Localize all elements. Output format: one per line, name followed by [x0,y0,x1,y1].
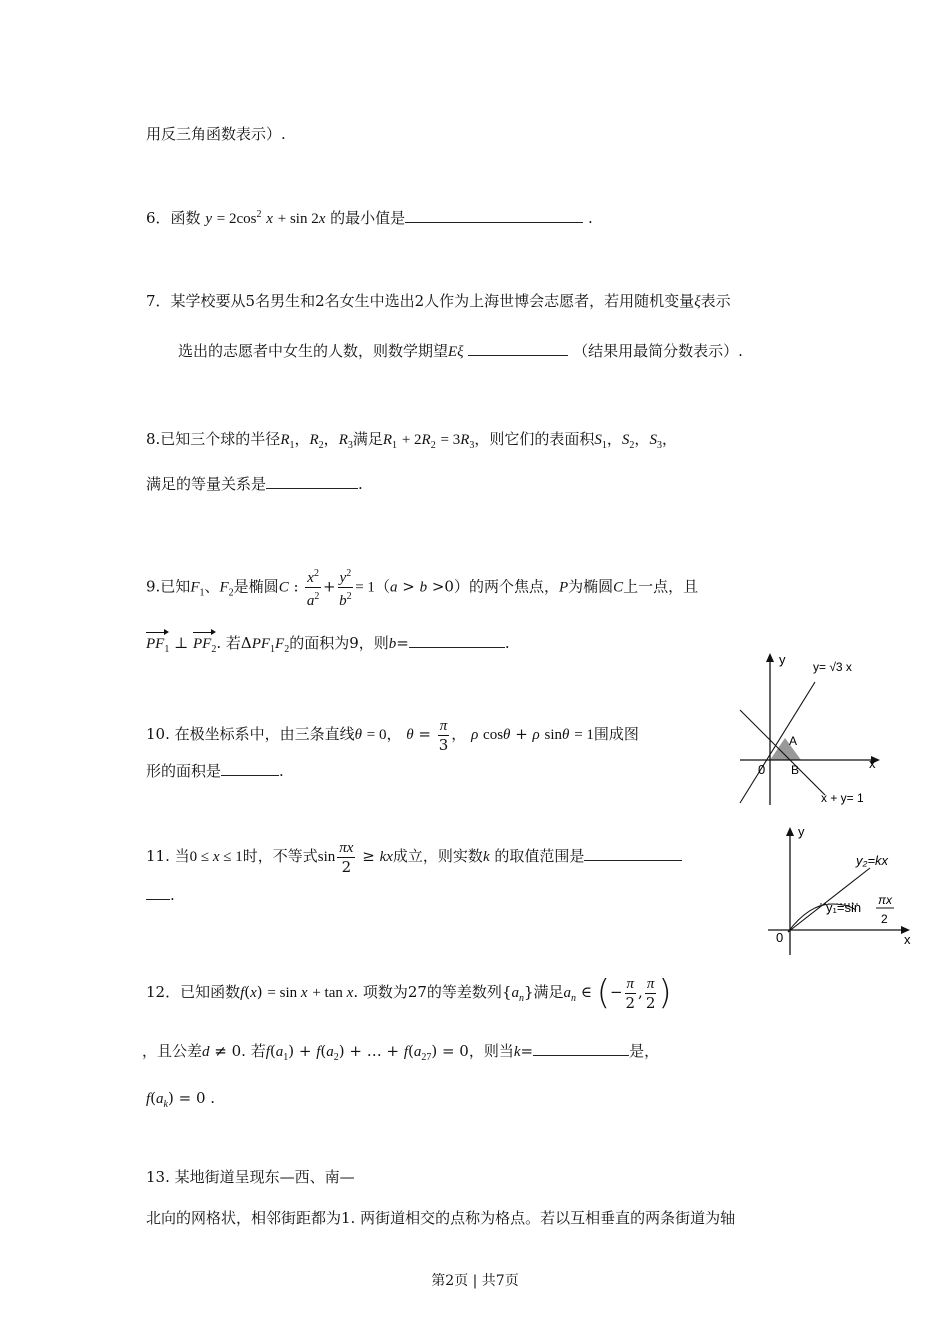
q10-fig-y-axis: y [779,652,786,667]
question-12-line2: ，且公差d ≠ 0. 若$f(a_1) + f(a_2)$ + … + $f(a_{27}) = 0$，则当k= 是， [142,1042,660,1063]
question-12-line1: 12．已知函数f(x) = sin x + tan x. 项数为27的等差数列$\{a_n\}$满足$a_n$ ∈ (− $\frac{\pi}{2}$ , $\frac{\pi}{2}$ ) [146,973,672,1013]
q10-fig-point-a: A [789,734,798,748]
svg-text:πx: πx [878,893,893,907]
q11-fig-y1-label: y₁=sin [826,900,862,915]
question-11-line2: . [146,884,175,906]
question-13-line2: 北向的网格状，相邻街距都为1. 两街道相交的点称为格点。若以互相垂直的两条街道为轴 [146,1209,736,1227]
question-10-line1: 10. 在极坐标系中，由三条直线θ = 0， θ = $\frac{\pi}{3}$ ， ρ cosθ + ρ sinθ = 1围成图 [146,718,639,754]
q10-fig-line1-label: y= √3 x [813,660,852,674]
q10-fig-line2-label: x + y= 1 [821,791,864,805]
q11-fig-y-axis: y [798,824,805,839]
q11-fig-origin: 0 [776,930,784,945]
q10-figure [735,650,895,810]
question-6: 6．函数 $y = 2\cos^2$ x + sin 2x 的最小值是 . [146,209,593,227]
q5-tail: 用反三角函数表示）. [146,125,286,143]
question-13-line1: 13. 某地街道呈现东—西、南— [146,1168,355,1186]
question-8-line2: 满足的等量关系是 . [146,475,363,493]
question-10-line2: 形的面积是 . [146,762,284,780]
question-9-line2: $PF_1$ ⊥ $PF_2$. 若$\Delta PF_1F_2$的面积为9，则b= . [146,632,510,661]
q11-figure [760,820,920,960]
q10-fig-x-axis: x [869,756,876,771]
q11-fig-x-axis: x [904,932,911,947]
question-7-line1: 7．某学校要从5名男生和2名女生中选出2人作为上海世博会志愿者，若用随机变量ξ表示 [146,292,731,310]
question-9-line1: 9.已知$F_1$、$F_2$是椭圆C : $\frac{x^2}{a^2}$ + $\frac{y^2}{b^2}$ = 1（a > b >0）的两个焦点，P为椭圆C上一点，且 [146,565,698,610]
q10-fig-origin: 0 [758,762,766,777]
q11-fig-y2-label: y₂=kx [856,853,889,868]
page-footer: 第2页 | 共7页 [431,1273,519,1289]
q10-fig-point-b: B [791,763,800,777]
question-12-line3: $f(a_k) = 0$ . [146,1089,216,1110]
svg-text:2: 2 [881,912,888,926]
question-11-line1: 11. 当0 ≤ x ≤ 1时，不等式sin $\frac{\pi x}{2}$ ≥ kx成立，则实数k 的取值范围是 [146,838,682,876]
question-7-line2: 选出的志愿者中女生的人数，则数学期望Eξ （结果用最简分数表示）. [178,342,743,360]
question-8-line1: 8.已知三个球的半径$R_1$，$R_2$，$R_3$满足$R_1 + 2R_2 = 3R_3$，则它们的表面积$S_1$，$S_2$，$S_3$， [146,430,677,451]
